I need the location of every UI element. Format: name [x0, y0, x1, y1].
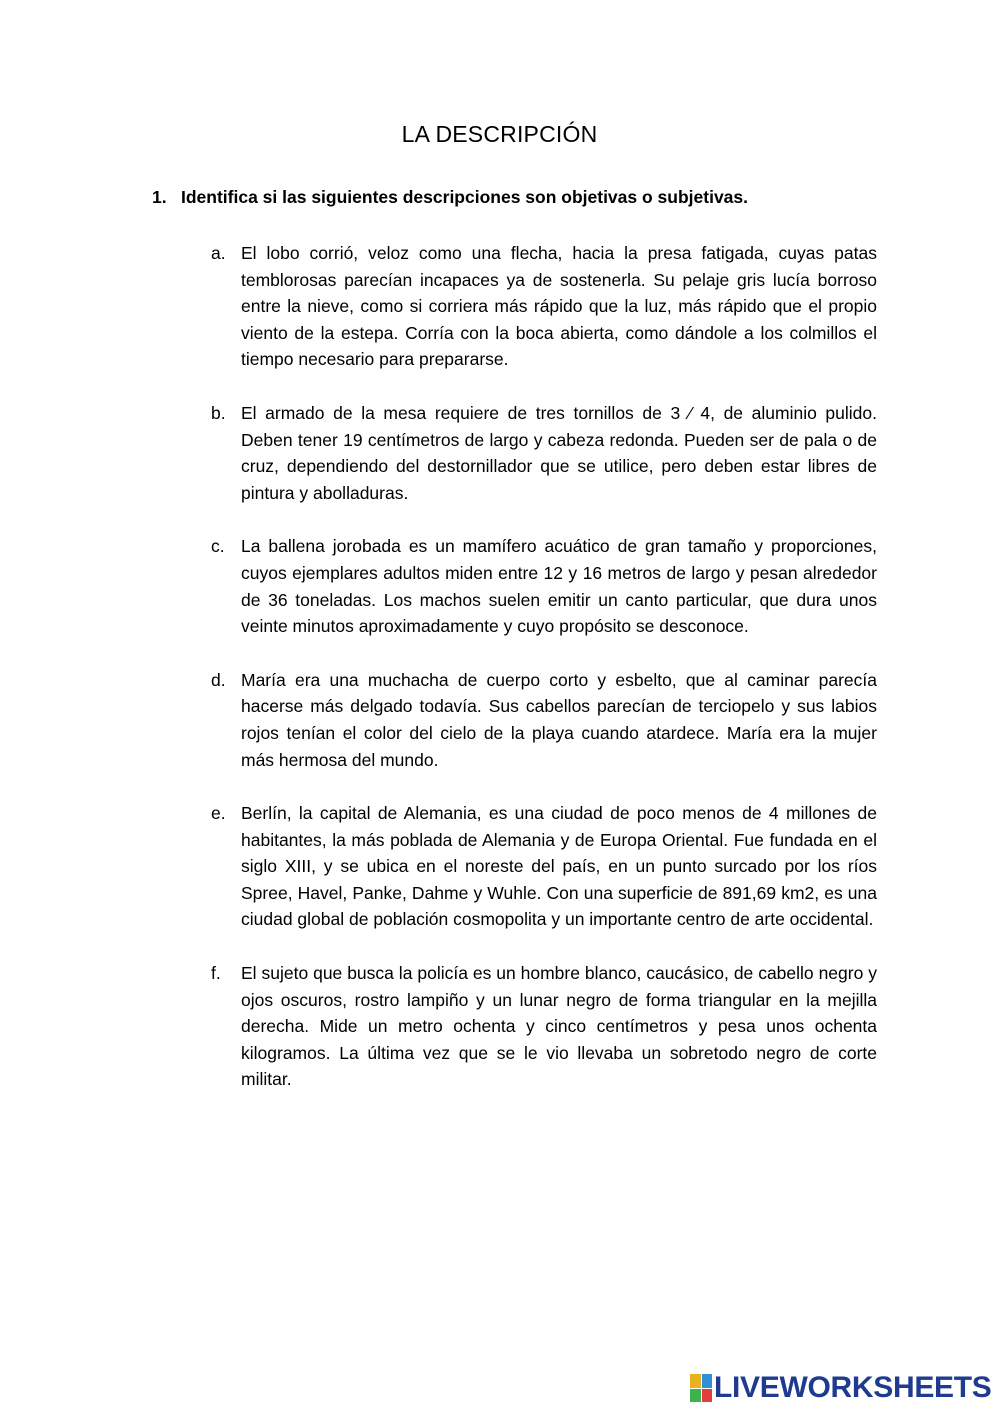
item-text: Berlín, la capital de Alemania, es una ciudad de poco menos de 4 millones de habitantes, la más poblada de Alemania y de Europa Oriental. Fue fundada en el siglo XIII, y se ubica en el noreste del país, en un punto surcado por los ríos Spree, Havel, Panke, Dahme y Wuhle. Con una superficie de 891,69 km2, es una ciudad global de población cosmopolita y un importante centro de arte occidental. [241, 803, 877, 930]
question-text: Identifica si las siguientes descripciones son objetivas o subjetivas. [181, 187, 748, 207]
description-list [211, 240, 877, 1120]
list-item [211, 240, 877, 373]
list-item [211, 533, 877, 639]
logo-text: LIVEWORKSHEETS [714, 1371, 992, 1404]
item-text: El lobo corrió, veloz como una flecha, hacia la presa fatigada, cuyas patas temblorosas parecían incapaces ya de sostenerla. Su pelaje gris lucía borroso entre la nieve, como si corriera más rápido que la luz, más rápido que el propio viento de la estepa. Corría con la boca abierta, como dándole a los colmillos el tiempo necesario para prepararse. [241, 243, 877, 370]
logo-square-2 [702, 1374, 713, 1388]
list-item [211, 800, 877, 933]
item-text: El sujeto que busca la policía es un hombre blanco, caucásico, de cabello negro y ojos oscuros, rostro lampiño y un lunar negro de forma triangular en la mejilla derecha. Mide un metro ochenta y cinco centímetros y pesa unos ochenta kilogramos. La última vez que se le vio llevaba un sobretodo negro de corte militar. [241, 963, 877, 1090]
list-item [211, 400, 877, 506]
logo-square-3 [690, 1389, 701, 1403]
question-heading [152, 187, 872, 208]
item-letter: d. [211, 669, 226, 690]
item-letter: b. [211, 402, 226, 423]
item-letter: c. [211, 536, 225, 557]
question-number: 1. [152, 187, 167, 207]
item-text: La ballena jorobada es un mamífero acuático de gran tamaño y proporciones, cuyos ejemplares adultos miden entre 12 y 16 metros de largo y pesan alrededor de 36 toneladas. Los machos suelen emitir un canto particular, que dura unos veinte minutos aproximadamente y cuyo propósito se desconoce. [241, 536, 877, 637]
item-letter: e. [211, 803, 226, 824]
list-item [211, 960, 877, 1093]
logo-square-1 [690, 1374, 701, 1388]
page-title: LA DESCRIPCIÓN [401, 121, 598, 147]
item-text: María era una muchacha de cuerpo corto y esbelto, que al caminar parecía hacerse más delgado todavía. Sus cabellos parecían de terciopelo y sus labios rojos tenían el color del cielo de la playa cuando atardece. María era la mujer más hermosa del mundo. [241, 669, 877, 770]
logo-square-4 [702, 1389, 713, 1403]
item-letter: a. [211, 243, 226, 263]
liveworksheets-logo-icon [690, 1374, 712, 1402]
list-item [211, 667, 877, 773]
item-letter: f. [211, 963, 221, 984]
liveworksheets-logo[interactable] [690, 1372, 992, 1404]
item-text: El armado de la mesa requiere de tres tornillos de 3 ⁄ 4, de aluminio pulido. Deben tener 19 centímetros de largo y cabeza redonda. Pueden ser de pala o de cruz, dependiendo del destornillador que se utilice, pero deben estar libres de pintura y abolladuras. [241, 402, 877, 503]
